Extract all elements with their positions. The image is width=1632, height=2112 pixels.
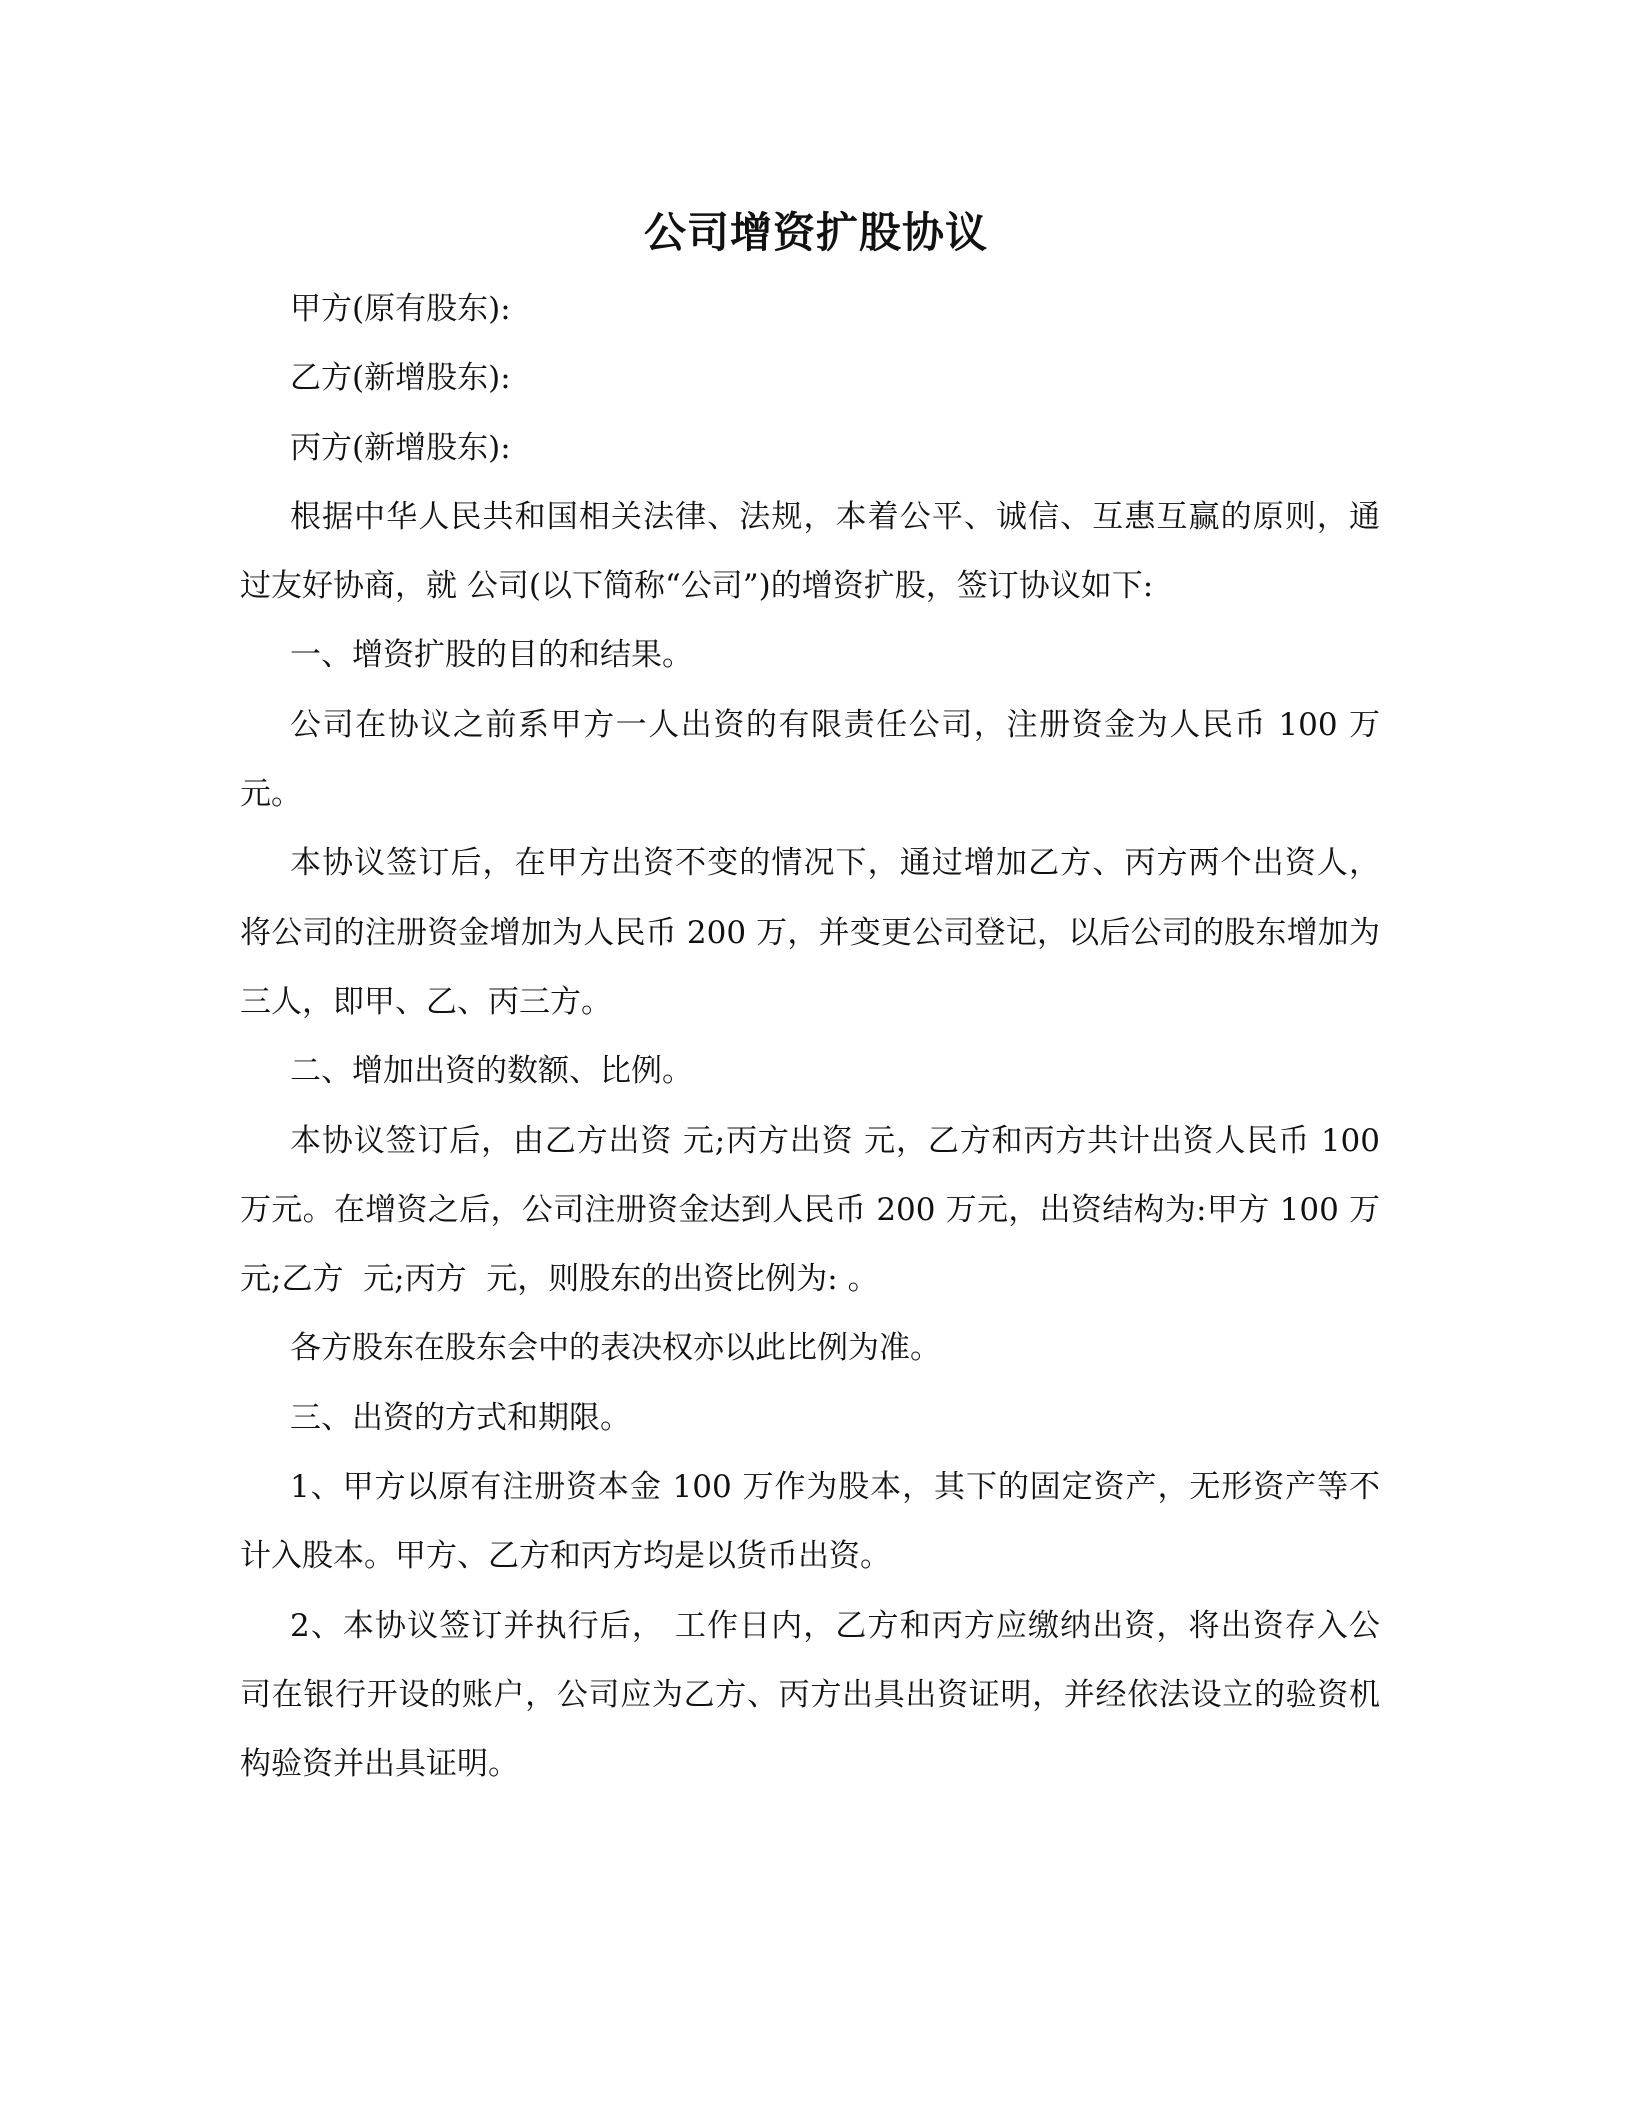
paragraph-line: 一、增资扩股的目的和结果。 <box>290 637 693 674</box>
paragraph <box>240 1047 1380 1116</box>
paragraph <box>240 1324 1380 1393</box>
document-title: 公司增资扩股协议 <box>643 208 988 257</box>
paragraph-line: 本协议签订后，由乙方出资 元;丙方出资 元，乙方和丙方共计出资人民币 100 <box>290 1122 1380 1159</box>
document-body <box>240 285 1380 1810</box>
paragraph <box>240 424 1380 493</box>
paragraph <box>240 285 1380 354</box>
paragraph-line: 各方股东在股东会中的表决权亦以此比例为准。 <box>290 1330 941 1367</box>
paragraph-line: 万元。在增资之后，公司注册资金达到人民币 200 万元，出资结构为:甲方 100 万 <box>240 1191 1380 1228</box>
paragraph-line: 丙方(新增股东): <box>290 429 511 466</box>
paragraph-line: 司在银行开设的账户，公司应为乙方、丙方出具出资证明，并经依法设立的验资机 <box>240 1676 1380 1713</box>
paragraph-line: 三人，即甲、乙、丙三方。 <box>240 983 612 1020</box>
paragraph <box>240 839 1380 1047</box>
paragraph <box>240 1117 1380 1325</box>
paragraph-line: 甲方(原有股东): <box>290 291 511 327</box>
paragraph-line: 乙方(新增股东): <box>290 360 511 397</box>
paragraph-line: 根据中华人民共和国相关法律、法规，本着公平、诚信、互惠互赢的原则，通 <box>290 498 1380 535</box>
paragraph <box>240 631 1380 700</box>
paragraph <box>240 493 1380 632</box>
paragraph-line: 三、出资的方式和期限。 <box>290 1399 631 1436</box>
paragraph <box>240 1602 1380 1810</box>
paragraph <box>240 1463 1380 1602</box>
paragraph <box>240 1394 1380 1463</box>
paragraph-line: 2、本协议签订并执行后， 工作日内，乙方和丙方应缴纳出资，将出资存入公 <box>290 1607 1380 1644</box>
paragraph-line: 计入股本。甲方、乙方和丙方均是以货币出资。 <box>240 1538 891 1575</box>
paragraph-line: 1、甲方以原有注册资本金 100 万作为股本，其下的固定资产，无形资产等不 <box>290 1469 1380 1506</box>
paragraph-line: 本协议签订后，在甲方出资不变的情况下，通过增加乙方、丙方两个出资人， <box>290 845 1380 882</box>
paragraph-line: 公司在协议之前系甲方一人出资的有限责任公司，注册资金为人民币 100 万 <box>290 706 1380 743</box>
paragraph <box>240 354 1380 423</box>
paragraph <box>240 701 1380 840</box>
paragraph-line: 二、增加出资的数额、比例。 <box>290 1053 693 1090</box>
paragraph-line: 将公司的注册资金增加为人民币 200 万，并变更公司登记，以后公司的股东增加为 <box>240 914 1380 951</box>
paragraph-line: 元;乙方 元;丙方 元，则股东的出资比例为: 。 <box>240 1261 879 1298</box>
paragraph-line: 元。 <box>240 776 302 813</box>
paragraph-line: 过友好协商，就 公司(以下简称“公司”)的增资扩股，签订协议如下: <box>240 568 1154 605</box>
paragraph-line: 构验资并出具证明。 <box>240 1746 519 1783</box>
